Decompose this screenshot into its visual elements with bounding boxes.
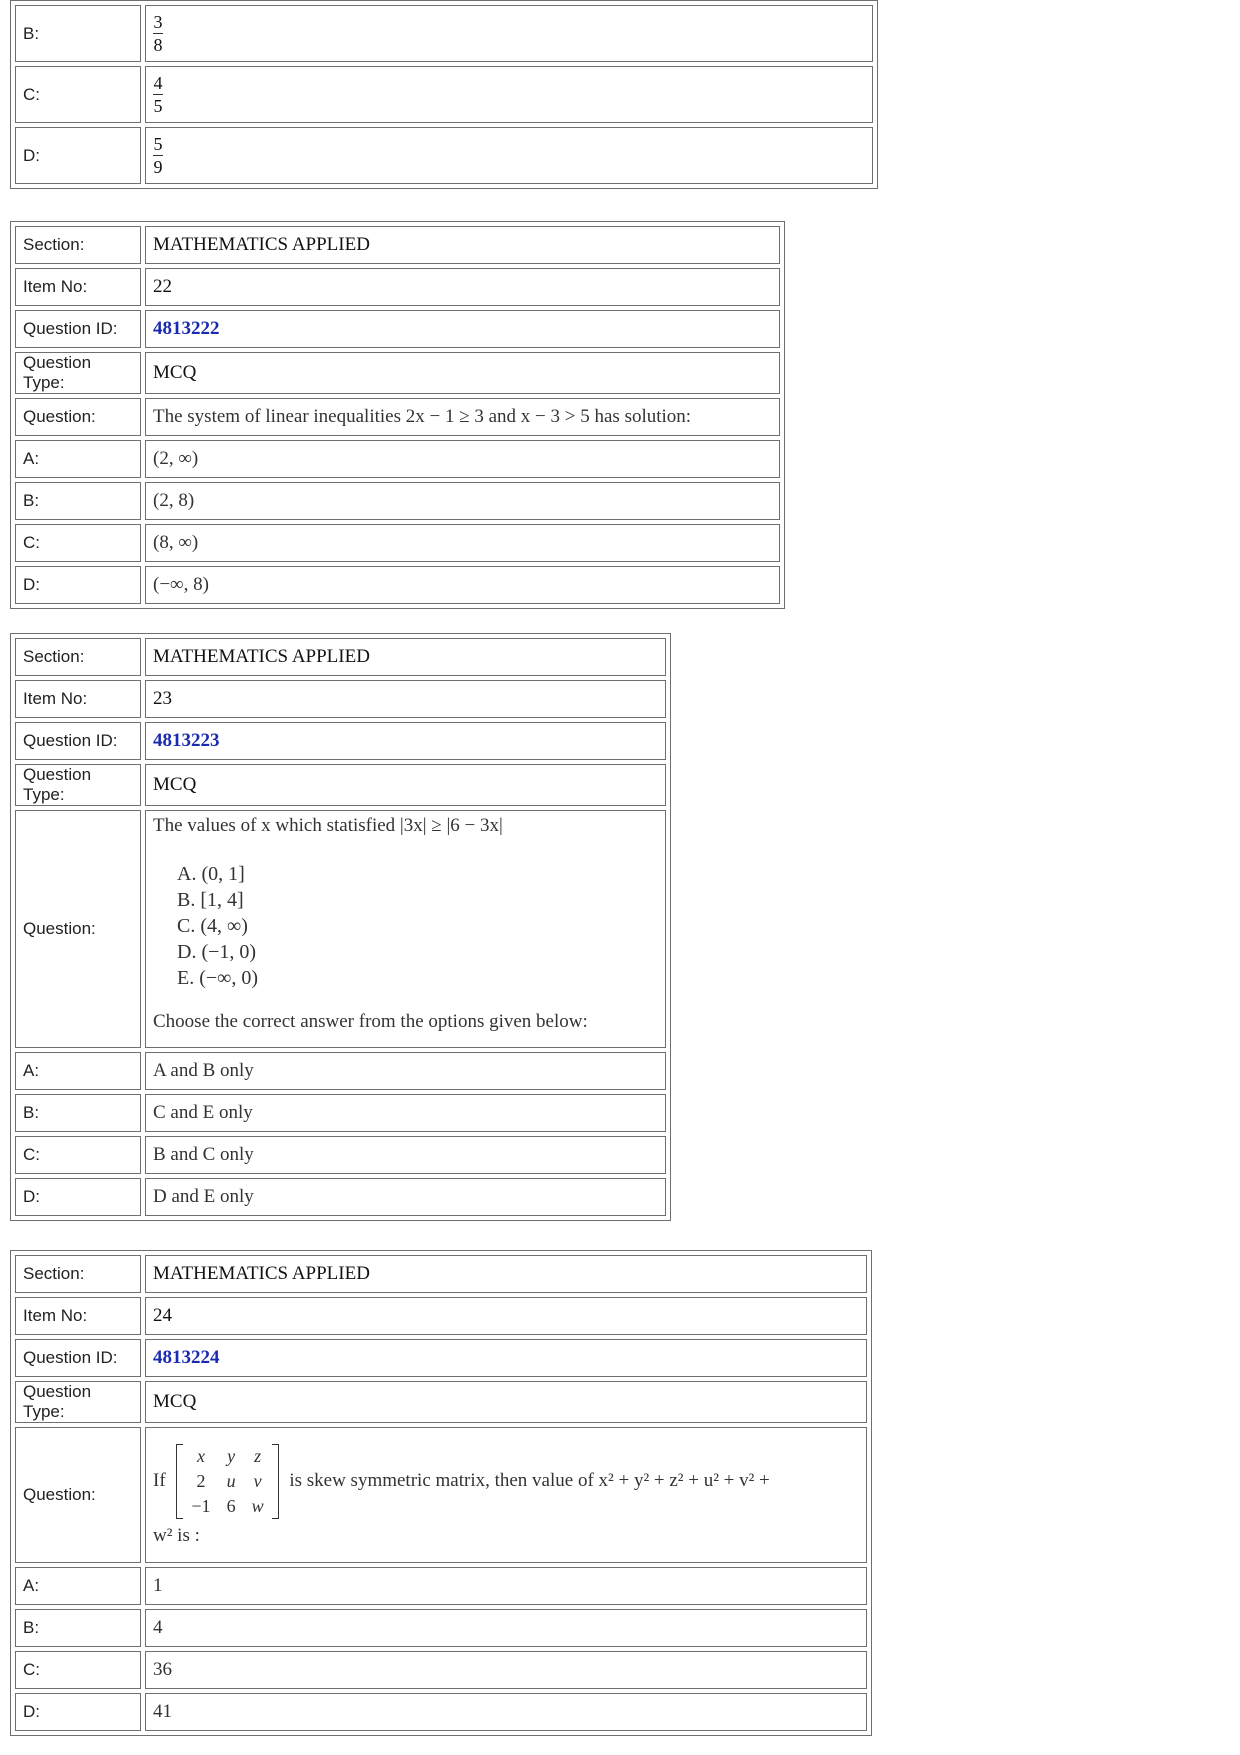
question-table-24 xyxy=(10,1250,872,1736)
question-type-value: MCQ xyxy=(145,352,780,394)
question-type-label: Question Type: xyxy=(15,764,141,806)
question-prefix: If xyxy=(153,1469,166,1491)
option-b-value xyxy=(145,5,873,62)
question-suffix: is skew symmetric matrix, then value of x² + y² + z² + u² + v² + xyxy=(289,1469,770,1491)
matrix-cell: z xyxy=(254,1445,262,1466)
matrix-cell: −1 xyxy=(191,1495,211,1516)
section-label: Section: xyxy=(15,1255,141,1293)
item-no-value: 22 xyxy=(145,268,780,306)
section-value: MATHEMATICS APPLIED xyxy=(145,638,666,676)
sub-options-list xyxy=(177,861,658,991)
question-id-label: Question ID: xyxy=(15,722,141,760)
question-table-23 xyxy=(10,633,671,1221)
question-text xyxy=(145,1427,867,1563)
section-label: Section: xyxy=(15,226,141,264)
matrix-cell: x xyxy=(196,1445,205,1466)
question-id-value: 4813222 xyxy=(145,310,780,348)
question-id-value: 4813224 xyxy=(145,1339,867,1377)
option-a-label: A: xyxy=(15,1052,141,1090)
numerator: 4 xyxy=(153,73,163,93)
option-b-label: B: xyxy=(15,482,141,520)
section-value: MATHEMATICS APPLIED xyxy=(145,1255,867,1293)
matrix-cell: 6 xyxy=(226,1495,236,1516)
option-b-label: B: xyxy=(15,1094,141,1132)
option-d-label: D: xyxy=(15,127,141,184)
numerator: 3 xyxy=(153,12,163,32)
option-c-label: C: xyxy=(15,1136,141,1174)
option-d-value xyxy=(145,127,873,184)
sub-option: C. (4, ∞) xyxy=(177,915,248,937)
question-label: Question: xyxy=(15,1427,141,1563)
item-no-label: Item No: xyxy=(15,1297,141,1335)
question-type-value: MCQ xyxy=(145,1381,867,1423)
matrix-cell: y xyxy=(227,1445,236,1466)
option-b-value: 4 xyxy=(145,1609,867,1647)
matrix xyxy=(176,1444,278,1519)
question-label: Question: xyxy=(15,810,141,1048)
denominator: 8 xyxy=(153,35,163,55)
denominator: 5 xyxy=(153,96,163,116)
option-d-value: (−∞, 8) xyxy=(145,566,780,604)
matrix-cell: 2 xyxy=(196,1470,206,1491)
fraction xyxy=(153,134,163,177)
option-c-label: C: xyxy=(15,66,141,123)
denominator: 9 xyxy=(153,157,163,177)
question-table-21 xyxy=(10,0,878,189)
fraction xyxy=(153,12,163,55)
option-a-value: 1 xyxy=(145,1567,867,1605)
matrix-cell: v xyxy=(253,1470,262,1491)
option-b-label: B: xyxy=(15,1609,141,1647)
option-a-label: A: xyxy=(15,1567,141,1605)
matrix-cell: u xyxy=(226,1470,236,1491)
sub-option: A. (0, 1] xyxy=(177,863,245,885)
section-value: MATHEMATICS APPLIED xyxy=(145,226,780,264)
item-no-label: Item No: xyxy=(15,268,141,306)
question-tail: w² is : xyxy=(153,1524,200,1546)
option-d-value: D and E only xyxy=(145,1178,666,1216)
option-c-label: C: xyxy=(15,524,141,562)
matrix-cell: w xyxy=(251,1495,264,1516)
sub-option: D. (−1, 0) xyxy=(177,941,257,963)
question-id-label: Question ID: xyxy=(15,310,141,348)
option-d-label: D: xyxy=(15,1693,141,1731)
option-c-value: B and C only xyxy=(145,1136,666,1174)
option-c-value xyxy=(145,66,873,123)
question-text xyxy=(145,810,666,1048)
option-b-label: B: xyxy=(15,5,141,62)
option-b-value: (2, 8) xyxy=(145,482,780,520)
item-no-label: Item No: xyxy=(15,680,141,718)
option-d-label: D: xyxy=(15,1178,141,1216)
option-a-label: A: xyxy=(15,440,141,478)
sub-option: E. (−∞, 0) xyxy=(177,967,259,989)
option-b-value: C and E only xyxy=(145,1094,666,1132)
question-outro: Choose the correct answer from the options given below: xyxy=(153,1011,588,1032)
section-label: Section: xyxy=(15,638,141,676)
numerator: 5 xyxy=(153,134,163,154)
question-type-label: Question Type: xyxy=(15,352,141,394)
question-label: Question: xyxy=(15,398,141,436)
option-c-label: C: xyxy=(15,1651,141,1689)
fraction xyxy=(153,73,163,116)
question-table-22 xyxy=(10,221,785,609)
question-id-value: 4813223 xyxy=(145,722,666,760)
option-d-label: D: xyxy=(15,566,141,604)
option-c-value: (8, ∞) xyxy=(145,524,780,562)
question-type-label: Question Type: xyxy=(15,1381,141,1423)
option-a-value: A and B only xyxy=(145,1052,666,1090)
question-id-label: Question ID: xyxy=(15,1339,141,1377)
option-a-value: (2, ∞) xyxy=(145,440,780,478)
option-d-value: 41 xyxy=(145,1693,867,1731)
option-c-value: 36 xyxy=(145,1651,867,1689)
question-intro: The values of x which statisfied |3x| ≥ |6 − 3x| xyxy=(153,815,503,836)
sub-option: B. [1, 4] xyxy=(177,889,244,911)
item-no-value: 23 xyxy=(145,680,666,718)
item-no-value: 24 xyxy=(145,1297,867,1335)
question-type-value: MCQ xyxy=(145,764,666,806)
question-text: The system of linear inequalities 2x − 1 ≥ 3 and x − 3 > 5 has solution: xyxy=(145,398,780,436)
